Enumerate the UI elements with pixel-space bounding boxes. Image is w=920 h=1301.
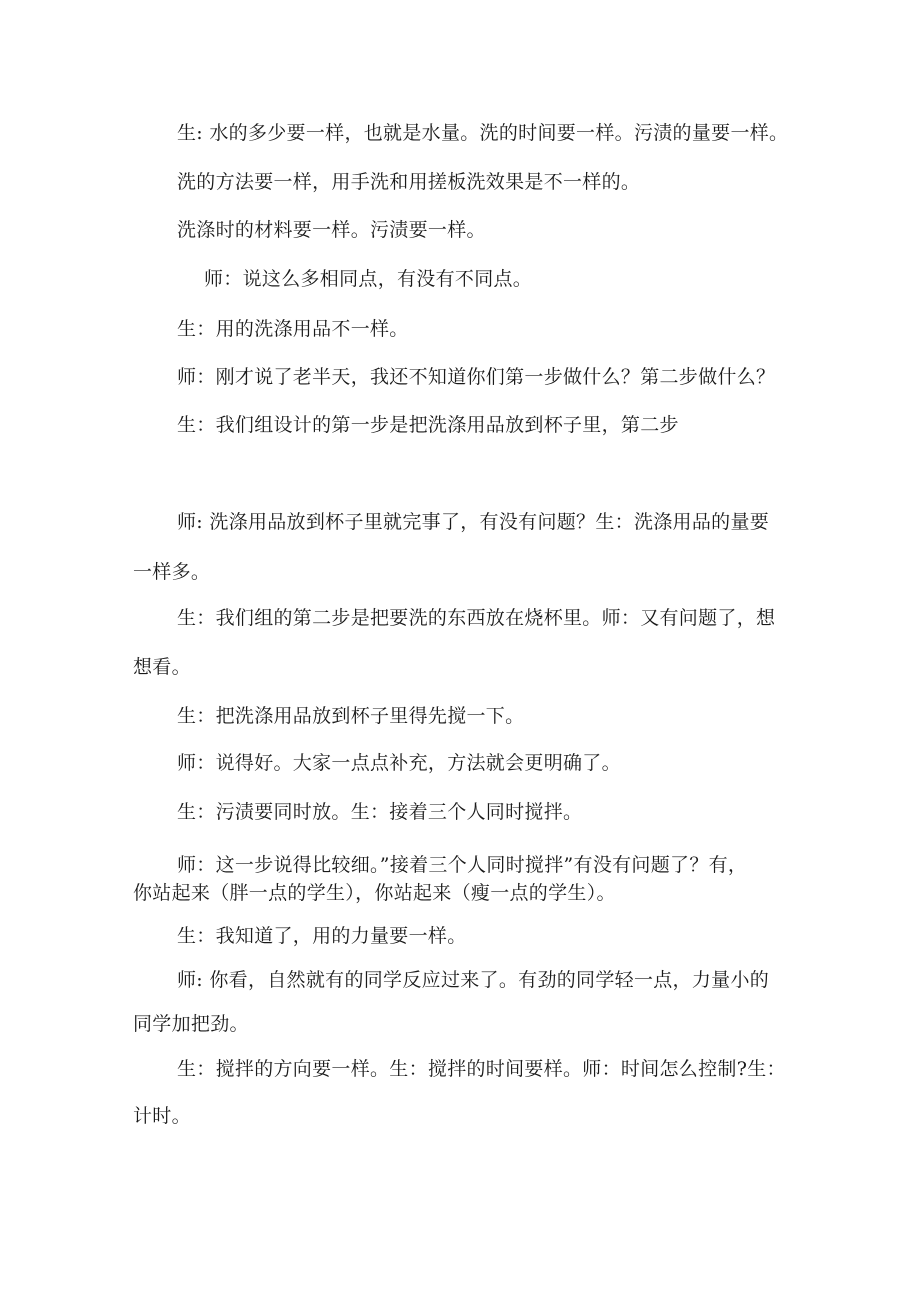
paragraph-14: 生：我知道了，用的力量要一样。 — [177, 925, 467, 947]
paragraph-3: 洗涤时的材料要一样。污渍要一样。 — [177, 219, 486, 241]
paragraph-5: 生：用的洗涤用品不一样。 — [177, 318, 409, 340]
paragraph-11: 师：说得好。大家一点点补充，方法就会更明确了。 — [177, 752, 621, 774]
paragraph-13-line-2: 你站起来（胖一点的学生），你站起来（瘦一点的学生）。 — [133, 882, 616, 904]
paragraph-9-line-1: 生：我们组的第二步是把要洗的东西放在烧杯里。师：又有问题了，想 — [177, 607, 776, 629]
paragraph-16-line-2: 计时。 — [133, 1105, 191, 1127]
paragraph-15-line-2: 同学加把劲。 — [133, 1013, 249, 1035]
paragraph-6: 师：刚才说了老半天，我还不知道你们第一步做什么？第二步做什么？ — [177, 366, 776, 388]
paragraph-7: 生：我们组设计的第一步是把洗涤用品放到杯子里，第二步 — [177, 414, 679, 436]
paragraph-10: 生：把洗涤用品放到杯子里得先搅一下。 — [177, 705, 525, 727]
paragraph-2: 洗的方法要一样，用手洗和用搓板洗效果是不一样的。 — [177, 171, 641, 193]
paragraph-15-line-1: 师: 你看，自然就有的同学反应过来了。有劲的同学轻一点，力量小的 — [177, 969, 770, 991]
paragraph-8-line-2: 一样多。 — [133, 561, 211, 583]
paragraph-13-line-1: 师：这一步说得比较细。”接着三个人同时搅拌”有没有问题了？有， — [177, 854, 748, 876]
paragraph-9-line-2: 想看。 — [133, 656, 191, 678]
paragraph-4: 师：说这么多相同点，有没有不同点。 — [204, 268, 533, 290]
paragraph-1: 生: 水的多少要一样，也就是水量。洗的时间要一样。污渍的量要一样。 — [177, 122, 789, 144]
paragraph-8-line-1: 师: 洗涤用品放到杯子里就完事了，有没有问题？生：洗涤用品的量要 — [177, 511, 770, 533]
paragraph-16-line-1: 生：搅拌的方向要一样。生：搅拌的时间要样。师：时间怎么控制?生： — [177, 1058, 786, 1080]
paragraph-12: 生：污渍要同时放。生：接着三个人同时搅拌。 — [177, 801, 583, 823]
